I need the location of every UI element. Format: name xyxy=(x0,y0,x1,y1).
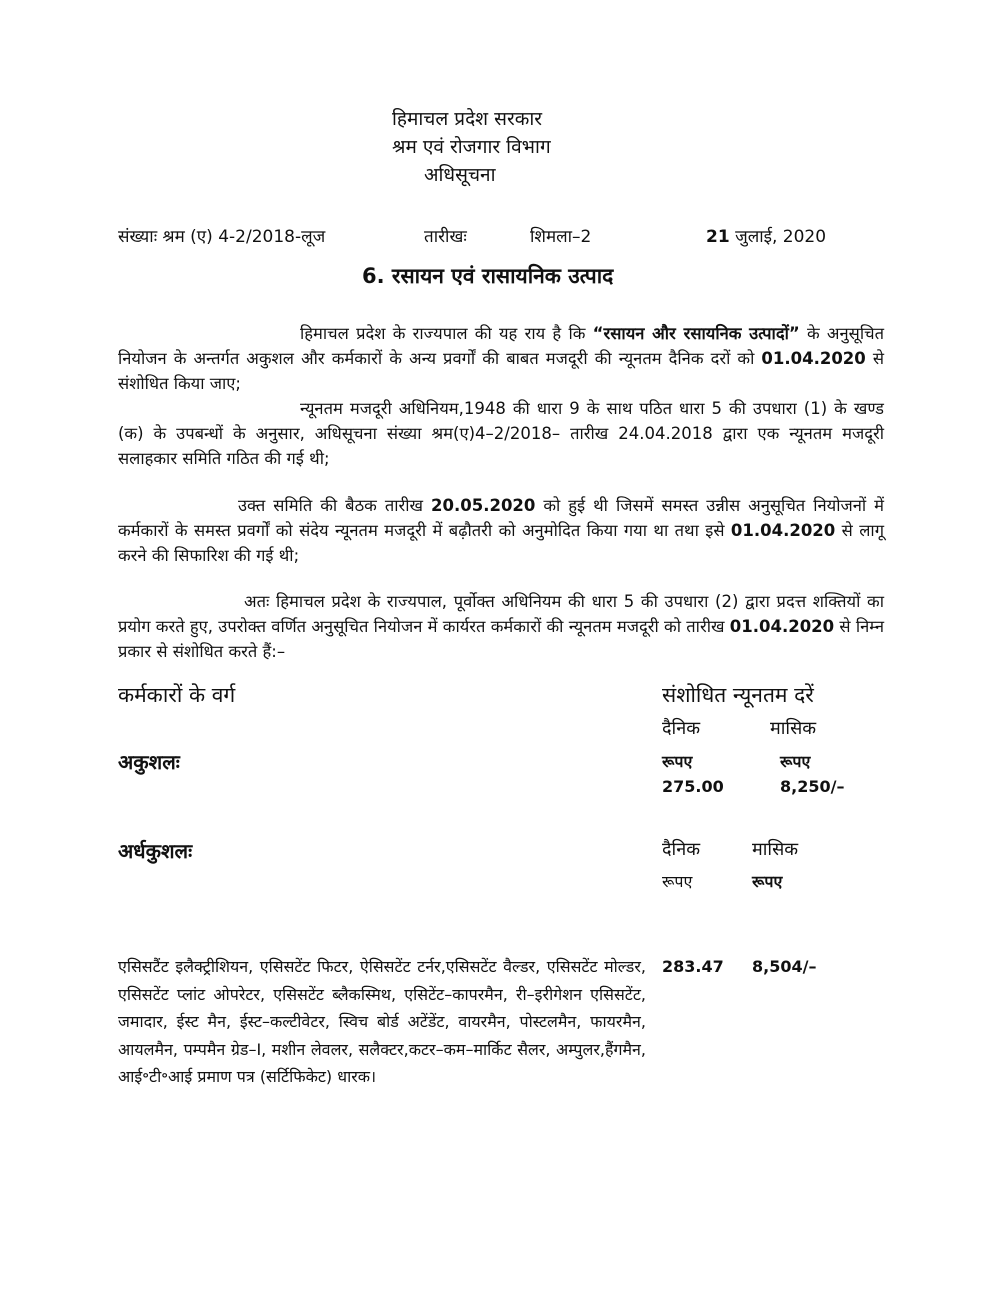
paragraph-1 xyxy=(118,321,884,396)
unskilled-daily-unit: रूपए xyxy=(662,752,693,771)
unskilled-monthly-label: मासिक xyxy=(770,718,817,739)
p3-text-c: को हुई थी जिसमें समस्त उन्नीस अनुसूचित नियोजनों में कर्मकारों के समस्त प्रवर्गों को संदेय न्यूनतम मजदूरी में बढ़ौतरी को अनुमोदित किया गया था तथा इसे xyxy=(118,496,884,540)
semiskilled-monthly-unit: रूपए xyxy=(752,872,783,891)
date-day: 21 xyxy=(706,227,730,247)
unskilled-label: अकुशलः xyxy=(118,750,180,774)
semiskilled-monthly-label: मासिक xyxy=(752,839,799,860)
p1-date: 01.04.2020 xyxy=(761,349,866,368)
p3-effective-date: 01.04.2020 xyxy=(730,521,836,540)
semiskilled-monthly-value: 8,504/– xyxy=(752,957,817,976)
semiskilled-daily-label: दैनिक xyxy=(662,839,701,860)
semiskilled-daily-value: 283.47 xyxy=(662,957,724,976)
semiskilled-job-list: एसिसटैंट इलैक्ट्रीशियन, एसिसटेंट फिटर, ऐसिसटेंट टर्नर,एसिसटेंट वैल्डर, एसिसटेंट मोल्डर, एसिसटेंट प्लांट ओपरेटर, एसिसटेंट ब्लैकस्मिथ, एसिटेंट–कापरमैन, री–इरीगेशन एसिसटेंट, जमादार, ईस्ट मैन, ईस्ट–कल्टीवेटर, स्विच बोर्ड अटेंडेंट, वायरमैन, पोस्टलमैन, फायरमैन, आयलमैन, पम्पमैन ग्रेड–I, मशीन लेवलर, सलैक्टर,कटर–कम–मार्किट सैलर, अम्पुलर,हैंगमैन, आई॰टी॰आई प्रमाण पत्र (सर्टिफिकेट) धारक। xyxy=(118,957,646,1086)
page-title: 6. रसायन एवं रासायनिक उत्पाद xyxy=(362,264,614,288)
paragraph-2 xyxy=(118,396,884,471)
notification-number: संख्याः श्रम (ए) 4-2/2018-लूज xyxy=(118,227,326,247)
paragraph-3 xyxy=(118,493,884,568)
p1-employment-name: “रसायन और रसायनिक उत्पादों” xyxy=(592,324,800,343)
unskilled-monthly-unit: रूपए xyxy=(780,752,811,771)
place: शिमला–2 xyxy=(530,227,592,247)
p1-text-e: से संशोधित किया जाए; xyxy=(118,349,884,393)
date-label: तारीखः xyxy=(424,227,467,247)
government-name: हिमाचल प्रदेश सरकार xyxy=(392,108,543,130)
p1-text-c: के अनुसूचित नियोजन के अन्तर्गत अकुशल और कर्मकारों के अन्य प्रवर्गों की बाबत मजदूरी की न्यूनतम दैनिक दरों को xyxy=(118,324,884,368)
semiskilled-label: अर्धकुशलः xyxy=(118,839,193,863)
rates-header: संशोधित न्यूनतम दरें xyxy=(662,683,814,707)
date-month-year: जुलाई, 2020 xyxy=(735,227,827,247)
p4-date: 01.04.2020 xyxy=(729,617,835,636)
p4-text-a: अतः हिमाचल प्रदेश के राज्यपाल, पूर्वोक्त अधिनियम की धारा 5 की उपधारा (2) द्वारा प्रदत्त शक्तियों का प्रयोग करते हुए, उपरोक्त वर्णित अनुसूचित नियोजन में कार्यरत कर्मकारों की न्यूनतम मजदूरी को तारीख xyxy=(118,592,884,636)
unskilled-monthly-value: 8,250/– xyxy=(780,777,845,796)
p1-text-a: हिमाचल प्रदेश के राज्यपाल की यह राय है कि xyxy=(300,324,593,343)
p4-text-c: से निम्न प्रकार से संशोधित करते हैं:– xyxy=(118,617,884,661)
p3-text-a: उक्त समिति की बैठक तारीख xyxy=(238,496,431,515)
unskilled-daily-value: 275.00 xyxy=(662,777,724,796)
paragraph-4 xyxy=(118,589,884,664)
category-header: कर्मकारों के वर्ग xyxy=(118,683,236,707)
p3-meeting-date: 20.05.2020 xyxy=(431,496,536,515)
semiskilled-daily-unit: रूपए xyxy=(662,872,693,891)
department-name: श्रम एवं रोजगार विभाग xyxy=(392,136,551,158)
p3-text-e: से लागू करने की सिफारिश की गई थी; xyxy=(118,521,884,565)
date xyxy=(706,224,826,247)
p2-text: न्यूनतम मजदूरी अधिनियम,1948 की धारा 9 के साथ पठित धारा 5 की उपधारा (1) के खण्ड (क) के उपबन्धों के अनुसार, अधिसूचना संख्या श्रम(ए)4–2/2018– तारीख 24.04.2018 द्वारा एक न्यूनतम मजदूरी सलाहकार समिति गठित की गई थी; xyxy=(118,399,884,468)
unskilled-daily-label: दैनिक xyxy=(662,718,701,739)
document-type: अधिसूचना xyxy=(424,164,496,186)
